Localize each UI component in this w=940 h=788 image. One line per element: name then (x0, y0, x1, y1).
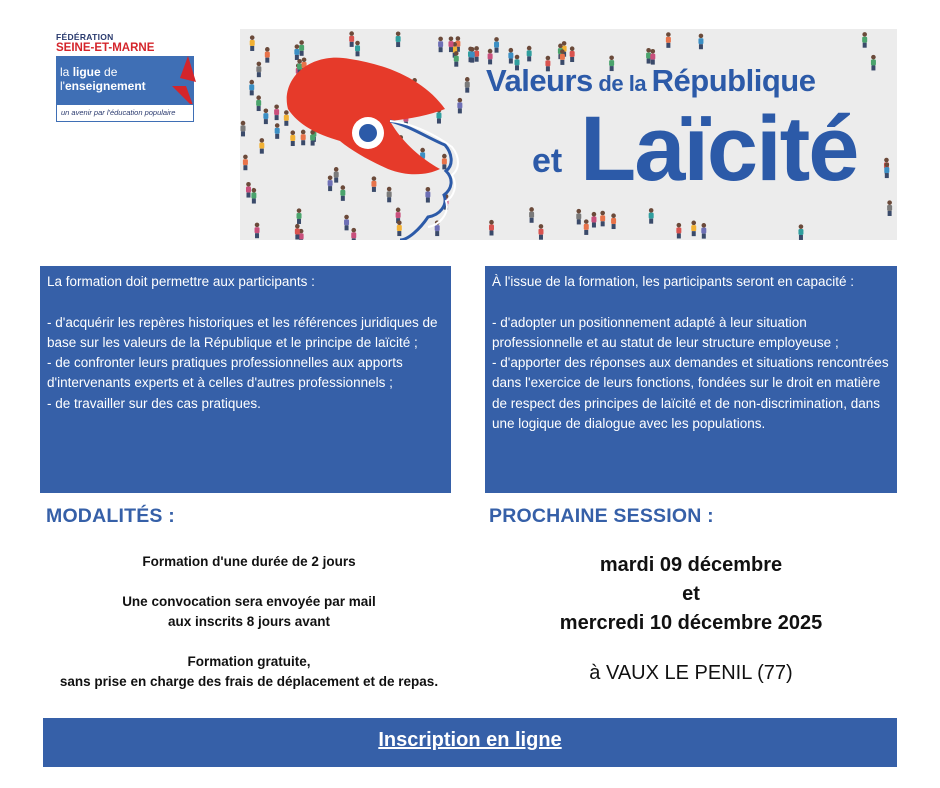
objectives-item: - d'acquérir les repères historiques et les références juridiques de base sur les valeurs de la République et le principe de laïcité ; (47, 314, 438, 350)
crowd-figure (241, 121, 246, 137)
objectives-intro: La formation doit permettre aux participants : (47, 274, 315, 289)
crowd-figure (340, 185, 345, 201)
crowd-figure (529, 207, 534, 223)
marianne-profile-icon (287, 58, 458, 240)
crowd-figure (538, 224, 543, 240)
session-date1: mardi 09 décembre (599, 554, 783, 576)
crowd-figure (396, 31, 401, 47)
logo-arrow-icon (158, 56, 198, 108)
crowd-figure (387, 187, 392, 203)
crowd-figure (611, 213, 616, 229)
crowd-figure (448, 36, 453, 52)
outcomes-intro: À l'issue de la formation, les participants seront en capacité : (492, 274, 855, 289)
logo-departement-text: SEINE-ET-MARNE (56, 42, 155, 54)
crowd-figure (256, 95, 261, 111)
crowd-figure (474, 46, 479, 62)
banner-image (240, 29, 897, 240)
banner-title-et: et (532, 142, 563, 180)
crowd-figure (397, 220, 402, 236)
crowd-figure (454, 51, 459, 67)
crowd-figure (284, 110, 289, 126)
crowd-figure (301, 130, 306, 146)
crowd-figure (691, 221, 696, 237)
crowd-figure (275, 123, 280, 139)
crowd-figure (250, 35, 255, 51)
modalites-duration: Formation d'une durée de 2 jours (142, 554, 356, 569)
crowd-figure (438, 37, 443, 53)
crowd-figure (334, 167, 339, 183)
objectives-box (40, 266, 451, 493)
objectives-item: - de travailler sur des cas pratiques. (47, 395, 261, 411)
crowd-figure (701, 223, 706, 239)
modalites-convocation: Une convocation sera envoyée par mail aux inscrits 8 jours avant (122, 594, 376, 629)
session-dates (485, 551, 897, 638)
session-heading: PROCHAINE SESSION : (489, 505, 714, 527)
crowd-figure (265, 47, 270, 63)
modalites-cost: Formation gratuite, sans prise en charge des frais de déplacement et de repas. (59, 654, 439, 689)
crowd-figure (871, 55, 876, 71)
outcomes-item: - d'adopter un positionnement adapté à leur situation professionnelle et au statut de leur structure employeuse ; (492, 314, 839, 350)
crowd-figure (600, 211, 605, 227)
logo-box (56, 56, 194, 122)
crowd-figure (295, 224, 300, 240)
session-date2: mercredi 10 décembre 2025 (559, 612, 823, 634)
crowd-figure (263, 108, 268, 124)
logo-line1: la ligue de (60, 65, 118, 79)
crowd-figure (527, 46, 532, 62)
crowd-figure (676, 223, 681, 239)
crowd-figure (299, 40, 304, 56)
crowd-figure (259, 138, 264, 154)
crowd-figure (494, 37, 499, 53)
ligue-logo (56, 32, 194, 122)
crowd-figure (649, 208, 654, 224)
modalites-heading: MODALITÉS : (46, 505, 175, 527)
banner-title-line1: Valeurs de la République (486, 63, 816, 98)
inscription-link[interactable]: Inscription en ligne (378, 729, 562, 751)
session-place: à VAUX LE PENIL (77) (589, 662, 793, 684)
crowd-figure (355, 41, 360, 57)
crowd-figure (576, 209, 581, 225)
session-et: et (682, 583, 700, 605)
logo-slogan: un avenir par l'éducation populaire (61, 108, 176, 117)
crowd-figure (666, 32, 671, 48)
crowd-figure (310, 130, 315, 146)
logo-line2: l'enseignement (60, 79, 146, 93)
footer-bar (43, 718, 897, 767)
logo-federation-text: FÉDÉRATION (56, 32, 114, 42)
crowd-figure (351, 228, 356, 240)
crowd-figure (884, 162, 889, 178)
outcomes-item: - d'apporter des réponses aux demandes et situations rencontrées dans l'exercice de leurs fonctions, fondées sur le droit en matière de respect des principes de laïcité et de non-discrimination, dans une logique de dialogue avec les populations. (492, 355, 889, 432)
crowd-figure (862, 32, 867, 48)
crowd-figure (249, 80, 254, 96)
crowd-figure (887, 200, 892, 216)
crowd-figure (442, 154, 447, 170)
crowd-figure (328, 175, 333, 191)
crowd-figure (255, 223, 260, 239)
crowd-figure (508, 48, 513, 64)
crowd-figure (274, 105, 279, 121)
crowd-figure (246, 182, 251, 198)
crowd-figure (584, 219, 589, 235)
crowd-figure (256, 62, 261, 78)
crowd-figure (470, 47, 475, 63)
crowd-figure (425, 187, 430, 203)
crowd-figure (457, 98, 462, 114)
crowd-figure (349, 31, 354, 47)
banner-title-laicite: Laïcité (580, 98, 858, 200)
crowd-figure (290, 130, 295, 146)
crowd-figure (344, 215, 349, 231)
crowd-figure (243, 155, 248, 171)
crowd-figure (297, 208, 302, 224)
crowd-figure (570, 46, 575, 62)
crowd-figure (698, 34, 703, 50)
crowd-figure (294, 44, 299, 60)
logo-slogan-bar (56, 104, 194, 122)
crowd-figure (798, 224, 803, 240)
objectives-item: - de confronter leurs pratiques professionnelles aux apports d'intervenants experts et à celles d'autres professionnels ; (47, 355, 403, 391)
outcomes-box (485, 266, 897, 493)
crowd-figure (251, 188, 256, 204)
crowd-figure (371, 176, 376, 192)
crowd-figure (465, 77, 470, 93)
crowd-figure (489, 220, 494, 236)
crowd-figure (591, 212, 596, 228)
